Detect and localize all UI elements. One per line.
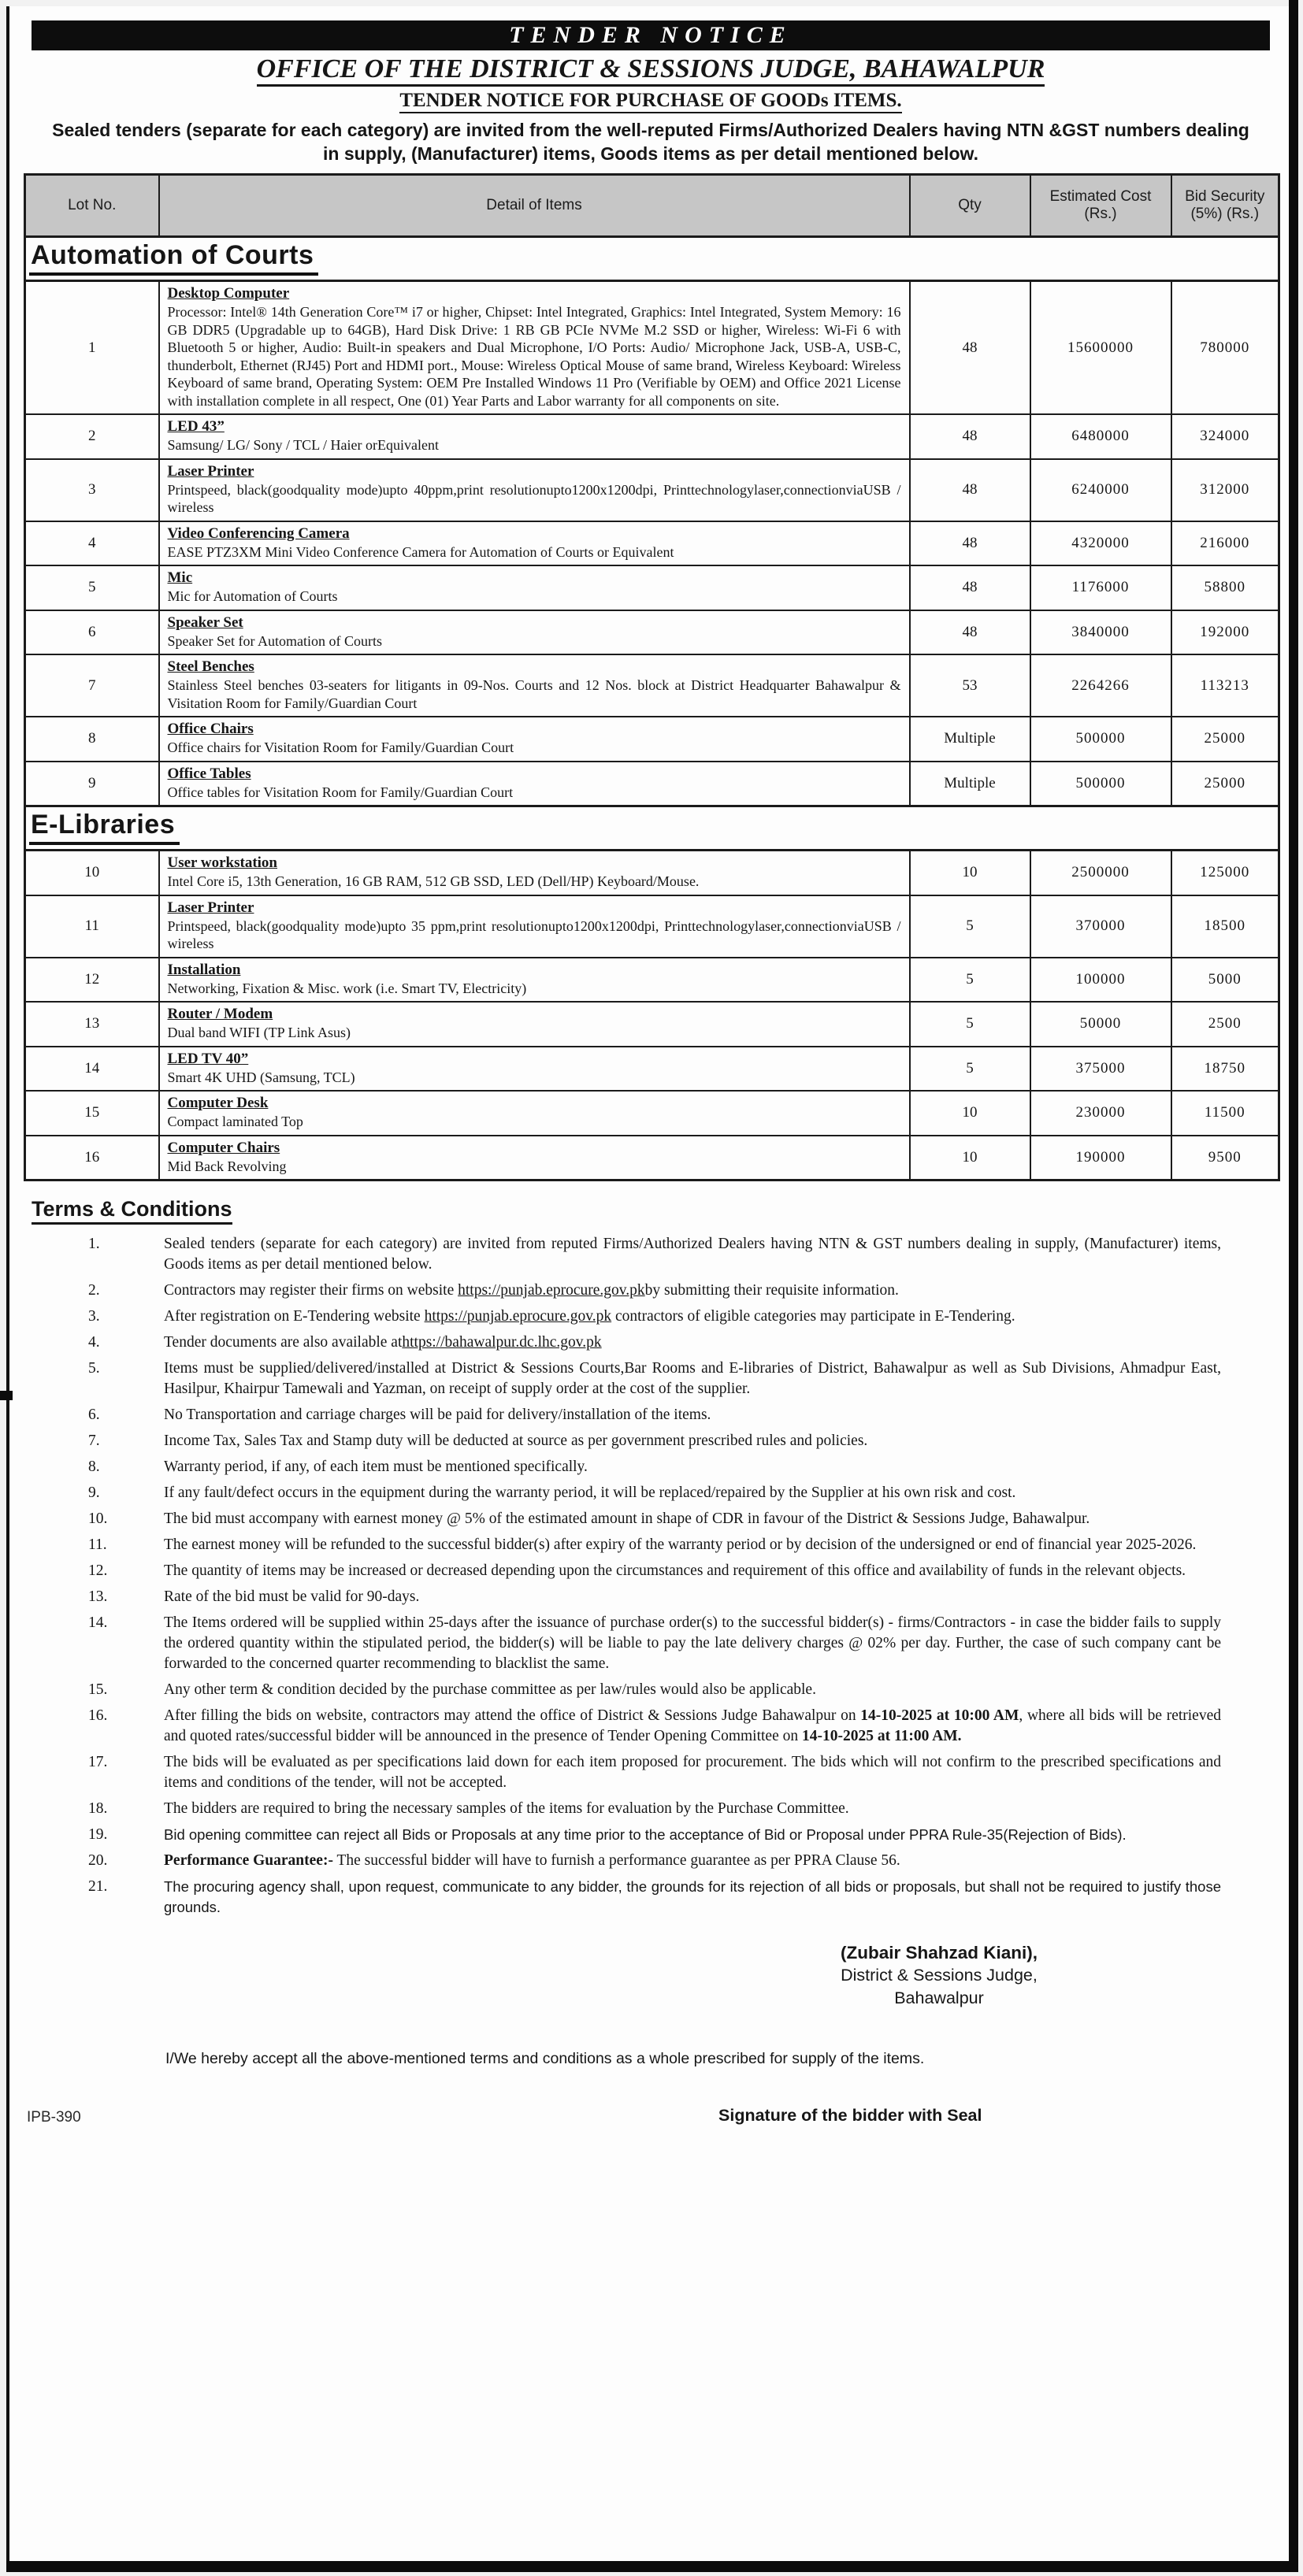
detail-cell — [159, 521, 910, 566]
detail-cell — [159, 958, 910, 1003]
term-item: 17. The bids will be evaluated as per specifications laid down for each item proposed for procurement. The bids which will not confirm to the prescribed specifications and items and conditions of the tender, will not be accepted. — [88, 1754, 1221, 1791]
cost-cell: 500000 — [1030, 717, 1171, 762]
col-header-qty: Qty — [910, 175, 1030, 237]
security-cell: 192000 — [1171, 610, 1279, 655]
detail-cell — [159, 459, 910, 521]
cost-cell: 3840000 — [1030, 610, 1171, 655]
table-row — [25, 1091, 1279, 1136]
table-row — [25, 958, 1279, 1003]
table-row — [25, 1002, 1279, 1047]
qty-cell: Multiple — [910, 717, 1030, 762]
terms-list — [24, 1234, 1278, 1918]
item-description: Stainless Steel benches 03-seaters for litigants in 09-Nos. Courts and 12 Nos. block at District Headquarter Bahawalpur & Visitation Room for Family/Guardian Court — [167, 677, 901, 711]
item-title: User workstation — [167, 854, 278, 871]
table-row — [25, 895, 1279, 958]
detail-cell — [159, 414, 910, 459]
lot-cell: 4 — [25, 521, 159, 566]
lot-cell: 12 — [25, 958, 159, 1003]
signature-block — [758, 1941, 1120, 2010]
eprocure-link[interactable]: https://punjab.eprocure.gov.pk — [424, 1308, 612, 1325]
cost-cell: 370000 — [1030, 895, 1171, 958]
section-header-automation — [25, 237, 1279, 281]
security-cell: 25000 — [1171, 762, 1279, 806]
qty-cell: 53 — [910, 654, 1030, 717]
item-title: Mic — [167, 569, 193, 586]
qty-cell: 48 — [910, 521, 1030, 566]
lot-cell: 8 — [25, 717, 159, 762]
lot-cell: 5 — [25, 565, 159, 610]
detail-cell — [159, 1136, 910, 1181]
lot-cell: 7 — [25, 654, 159, 717]
lot-cell: 3 — [25, 459, 159, 521]
item-title: LED TV 40” — [167, 1050, 249, 1067]
detail-cell — [159, 565, 910, 610]
term-item: 6. No Transportation and carriage charges will be paid for delivery/installation of the items. — [88, 1407, 711, 1423]
detail-cell — [159, 1091, 910, 1136]
table-row — [25, 610, 1279, 655]
item-description: Printspeed, black(goodquality mode)upto 35 ppm,print resolutionupto1200x1200dpi, Printtechnologylaser,connectionviaUSB / wireless — [167, 917, 901, 951]
detail-cell — [159, 281, 910, 415]
qty-cell: 5 — [910, 1047, 1030, 1092]
qty-cell: Multiple — [910, 762, 1030, 806]
term-item: 1. Sealed tenders (separate for each category) are invited from reputed Firms/Authorized Dealers having NTN & GST numbers dealing in supply, (Manufacturer) items, Goods items as per detail mentioned below. — [88, 1236, 1221, 1273]
item-description: Mic for Automation of Courts — [167, 588, 338, 604]
scan-frame-right — [1289, 0, 1298, 2572]
footer — [24, 2106, 1278, 2133]
detail-cell — [159, 1002, 910, 1047]
notice-content — [24, 20, 1278, 2133]
lot-cell: 15 — [25, 1091, 159, 1136]
item-description: Dual band WIFI (TP Link Asus) — [167, 1025, 351, 1040]
term-item: 21. The procuring agency shall, upon request, communicate to any bidder, the grounds for its rejection of all bids or proposals, but shall not be required to justify those grounds. — [88, 1878, 1221, 1915]
cost-cell: 2500000 — [1030, 851, 1171, 895]
performance-guarantee-label: Performance Guarantee:- — [164, 1852, 333, 1869]
item-description: Compact laminated Top — [167, 1114, 303, 1129]
lot-cell: 9 — [25, 762, 159, 806]
detail-cell — [159, 851, 910, 895]
cost-cell: 6480000 — [1030, 414, 1171, 459]
terms-heading: Terms & Conditions — [32, 1197, 1278, 1221]
lot-cell: 6 — [25, 610, 159, 655]
bahawalpur-link[interactable]: https://bahawalpur.dc.lhc.gov.pk — [402, 1334, 602, 1351]
cost-cell: 15600000 — [1030, 281, 1171, 415]
security-cell: 780000 — [1171, 281, 1279, 415]
table-row — [25, 851, 1279, 895]
item-title: Laser Printer — [167, 462, 254, 480]
security-cell: 312000 — [1171, 459, 1279, 521]
item-title: Desktop Computer — [167, 285, 290, 302]
scan-frame-bottom — [6, 2561, 1298, 2572]
col-header-security: Bid Security (5%) (Rs.) — [1171, 175, 1279, 237]
title-bar — [32, 20, 1270, 50]
cost-cell: 100000 — [1030, 958, 1171, 1003]
cost-cell: 375000 — [1030, 1047, 1171, 1092]
term-item: 9. If any fault/defect occurs in the equipment during the warranty period, it will be replaced/repaired by the Supplier at his own risk and cost. — [88, 1484, 1016, 1501]
term-item: 5. Items must be supplied/delivered/installed at District & Sessions Courts,Bar Rooms and E-libraries of District, Bahawalpur as well as Sub Divisions, Ahmadpur East, Hasilpur, Khairpur Tamewali and Yazman, on receipt of supply order at the cost of the supplier. — [88, 1360, 1221, 1397]
signatory-city: Bahawalpur — [894, 1989, 984, 2007]
lot-cell: 14 — [25, 1047, 159, 1092]
qty-cell: 48 — [910, 414, 1030, 459]
cost-cell: 190000 — [1030, 1136, 1171, 1181]
item-description: Office tables for Visitation Room for Family/Guardian Court — [167, 784, 514, 800]
item-title: LED 43” — [167, 418, 225, 435]
security-cell: 11500 — [1171, 1091, 1279, 1136]
item-description: Samsung/ LG/ Sony / TCL / Haier orEquivalent — [167, 437, 439, 453]
section-title: Automation of Courts — [29, 240, 318, 276]
acceptance-statement: I/We hereby accept all the above-mentioned terms and conditions as a whole prescribed for supply of the items. — [165, 2050, 925, 2067]
term-item: 19. Bid opening committee can reject all Bids or Proposals at any time prior to the acceptance of Bid or Proposal under PPRA Rule-35(Rejection of Bids). — [88, 1826, 1127, 1843]
section-header-elibraries — [25, 806, 1279, 851]
notice-code: IPB-390 — [27, 2109, 81, 2126]
table-row — [25, 1136, 1279, 1181]
signatory-title: District & Sessions Judge, — [841, 1966, 1038, 1985]
item-description: EASE PTZ3XM Mini Video Conference Camera for Automation of Courts or Equivalent — [167, 543, 674, 560]
cost-cell: 6240000 — [1030, 459, 1171, 521]
signatory-name: (Zubair Shahzad Kiani), — [840, 1943, 1038, 1963]
cost-cell: 230000 — [1030, 1091, 1171, 1136]
table-row — [25, 565, 1279, 610]
detail-cell — [159, 654, 910, 717]
security-cell: 125000 — [1171, 851, 1279, 895]
notice-title: TENDER NOTICE — [509, 22, 793, 48]
item-title: Computer Desk — [167, 1095, 269, 1111]
term-item: 12. The quantity of items may be increased or decreased depending upon the circumstances and requirement of this office and availability of funds in the relevant objects. — [88, 1562, 1186, 1579]
table-header-row — [25, 175, 1279, 237]
term-item: 14. The Items ordered will be supplied within 25-days after the issuance of purchase order(s) to the successful bidder(s) - firms/Contractors - in case the bidder fails to supply the ordered quantity within the stipulated period, the bidder(s) will be liable to pay the late delivery charges @ 02% per day. Further, the case of such company cant be forwarded to the concerned quarter recommending to blacklist the same. — [88, 1614, 1221, 1672]
qty-cell: 5 — [910, 958, 1030, 1003]
lot-cell: 10 — [25, 851, 159, 895]
detail-cell — [159, 1047, 910, 1092]
item-title: Installation — [167, 961, 241, 978]
term-item: 4. Tender documents are also available athttps://bahawalpur.dc.lhc.gov.pk — [88, 1334, 602, 1351]
term-item: 8. Warranty period, if any, of each item must be mentioned specifically. — [88, 1458, 588, 1475]
term-item: 15. Any other term & condition decided by the purchase committee as per law/rules would also be applicable. — [88, 1681, 816, 1698]
lot-cell: 2 — [25, 414, 159, 459]
qty-cell: 48 — [910, 459, 1030, 521]
security-cell: 18750 — [1171, 1047, 1279, 1092]
items-table — [24, 173, 1280, 1181]
item-description: Networking, Fixation & Misc. work (i.e. Smart TV, Electricity) — [167, 980, 527, 996]
cost-cell: 50000 — [1030, 1002, 1171, 1047]
lot-cell: 11 — [25, 895, 159, 958]
intro-paragraph: Sealed tenders (separate for each category) are invited from the well-reputed Firms/Authorized Dealers having NTN &GST numbers dealing in supply, (Manufacturer) items, Goods items as per detail mentioned below. — [52, 120, 1249, 164]
term-item: 11. The earnest money will be refunded to the successful bidder(s) after expiry of the warranty period or by decision of the undersigned or end of financial year 2025-2026. — [88, 1536, 1197, 1553]
margin-mark — [0, 1391, 13, 1400]
detail-cell — [159, 762, 910, 806]
col-header-lot: Lot No. — [25, 175, 159, 237]
security-cell: 5000 — [1171, 958, 1279, 1003]
cost-cell: 500000 — [1030, 762, 1171, 806]
qty-cell: 10 — [910, 1091, 1030, 1136]
item-title: Office Chairs — [167, 721, 254, 737]
cost-cell: 2264266 — [1030, 654, 1171, 717]
term-item: 20. Performance Guarantee:- The successful bidder will have to furnish a performance guarantee as per PPRA Clause 56. — [88, 1852, 900, 1869]
item-title: Speaker Set — [167, 613, 243, 631]
term-item: 2. Contractors may register their firms on website https://punjab.eprocure.gov.pkby submitting their requisite information. — [88, 1282, 899, 1299]
qty-cell: 10 — [910, 851, 1030, 895]
item-title: Laser Printer — [167, 899, 254, 916]
security-cell: 18500 — [1171, 895, 1279, 958]
bidder-signature-label: Signature of the bidder with Seal — [718, 2106, 982, 2125]
term-item: 16. After filling the bids on website, contractors may attend the office of District & Sessions Judge Bahawalpur on 14-10-2025 at 10:00 AM, where all bids will be retrieved and quoted rates/successful bidder will be announced in the presence of Tender Opening Committee on 14-10-2025 at 11:00 AM. — [88, 1707, 1221, 1744]
table-row — [25, 1047, 1279, 1092]
item-description: Intel Core i5, 13th Generation, 16 GB RAM, 512 GB SSD, LED (Dell/HP) Keyboard/Mouse. — [167, 873, 700, 889]
item-description: Smart 4K UHD (Samsung, TCL) — [167, 1069, 355, 1085]
cost-cell: 1176000 — [1030, 565, 1171, 610]
table-row — [25, 762, 1279, 806]
security-cell: 58800 — [1171, 565, 1279, 610]
item-description: Processor: Intel® 14th Generation Core™ i7 or higher, Chipset: Intel Integrated, Graphics: Intel Integrated, System Memory: 16 GB DDR5 (Upgradable up to 64GB), Hard Disk Drive: 1 RB GB PCIe NVMe M.2 SSD or higher, Wireless: Wi-Fi 6 with Bluetooth 5 or higher, Audio: Built-in speakers and Dual Microphone, I/O Ports: Audio/ Microphone Jack, USB-A, USB-C, thunderbolt, Ethernet (RJ45) Port and HDMI port., Mouse: Wireless Optical Mouse of same brand, Wireless Keyboard: Wireless Keyboard of same brand, Operating System: OEM Pre Installed Windows 11 Pro (Verifiable by OEM) and Office 2021 License with installation complete in all respect, One (01) Year Parts and Labor warranty for all components on site. — [167, 304, 901, 409]
table-row — [25, 414, 1279, 459]
item-title: Video Conferencing Camera — [167, 524, 350, 542]
section-title: E-Libraries — [29, 810, 180, 845]
qty-cell: 48 — [910, 565, 1030, 610]
detail-cell — [159, 895, 910, 958]
item-title: Office Tables — [167, 765, 251, 782]
table-row — [25, 521, 1279, 566]
detail-cell — [159, 610, 910, 655]
col-header-detail: Detail of Items — [159, 175, 910, 237]
qty-cell: 5 — [910, 1002, 1030, 1047]
term-item: 18. The bidders are required to bring the necessary samples of the items for evaluation by the Purchase Committee. — [88, 1800, 849, 1817]
notice-subtitle: TENDER NOTICE FOR PURCHASE OF GOODs ITEMS. — [24, 90, 1278, 112]
security-cell: 9500 — [1171, 1136, 1279, 1181]
item-description: Mid Back Revolving — [167, 1158, 287, 1174]
table-row — [25, 459, 1279, 521]
item-description: Printspeed, black(goodquality mode)upto 40ppm,print resolutionupto1200x1200dpi, Printtechnologylaser,connectionviaUSB / wireless — [167, 481, 901, 515]
security-cell: 113213 — [1171, 654, 1279, 717]
table-row — [25, 717, 1279, 762]
term-item: 3. After registration on E-Tendering website https://punjab.eprocure.gov.pk contractors of eligible categories may participate in E-Tendering. — [88, 1308, 1015, 1325]
table-row — [25, 281, 1279, 415]
bid-announce-datetime: 14-10-2025 at 11:00 AM. — [802, 1728, 962, 1744]
security-cell: 216000 — [1171, 521, 1279, 566]
lot-cell: 13 — [25, 1002, 159, 1047]
item-title: Steel Benches — [167, 658, 254, 675]
item-description: Speaker Set for Automation of Courts — [167, 632, 382, 649]
term-item: 7. Income Tax, Sales Tax and Stamp duty will be deducted at source as per government prescribed rules and policies. — [88, 1433, 868, 1449]
qty-cell: 48 — [910, 281, 1030, 415]
table-row — [25, 654, 1279, 717]
qty-cell: 5 — [910, 895, 1030, 958]
term-item: 13. Rate of the bid must be valid for 90-days. — [88, 1588, 420, 1605]
bid-open-datetime: 14-10-2025 at 10:00 AM — [860, 1707, 1019, 1724]
lot-cell: 1 — [25, 281, 159, 415]
item-title: Router / Modem — [167, 1006, 273, 1022]
item-description: Office chairs for Visitation Room for Family/Guardian Court — [167, 739, 514, 755]
security-cell: 324000 — [1171, 414, 1279, 459]
col-header-cost: Estimated Cost (Rs.) — [1030, 175, 1171, 237]
detail-cell — [159, 717, 910, 762]
office-heading: OFFICE OF THE DISTRICT & SESSIONS JUDGE, BAHAWALPUR — [24, 54, 1278, 84]
item-title: Computer Chairs — [167, 1139, 280, 1156]
lot-cell: 16 — [25, 1136, 159, 1181]
security-cell: 2500 — [1171, 1002, 1279, 1047]
security-cell: 25000 — [1171, 717, 1279, 762]
qty-cell: 48 — [910, 610, 1030, 655]
eprocure-link[interactable]: https://punjab.eprocure.gov.pk — [458, 1282, 645, 1299]
cost-cell: 4320000 — [1030, 521, 1171, 566]
term-item: 10. The bid must accompany with earnest money @ 5% of the estimated amount in shape of CDR in favour of the District & Sessions Judge, Bahawalpur. — [88, 1510, 1090, 1527]
qty-cell: 10 — [910, 1136, 1030, 1181]
